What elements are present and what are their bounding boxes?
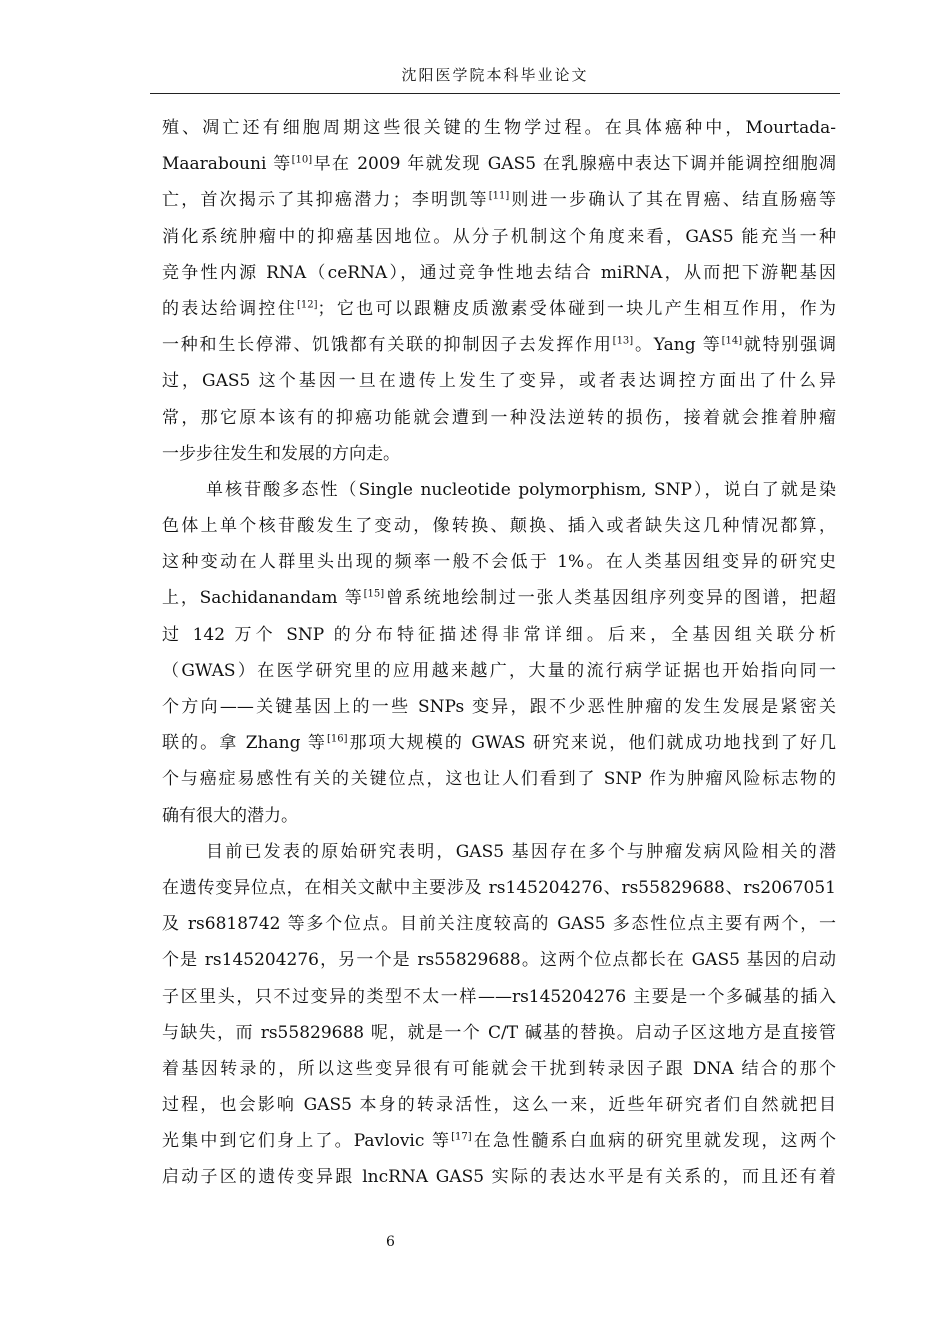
text-run: 着基因转录的，所以这些变异很有可能就会干扰到转录因子跟 DNA 结合的那个 [162,1058,836,1079]
text-line [162,146,836,182]
text-run: 确有很大的潜力。 [162,805,298,826]
text-line [162,1087,836,1123]
text-run: 则进一步确认了其在胃癌、结直肠癌等 [509,190,836,211]
text-run: 启动子区的遗传变异跟 lncRNA GAS5 实际的表达水平是有关系的，而且还有着 [162,1167,836,1188]
text-run: 就特别强调 [742,335,836,356]
text-line [162,1159,836,1195]
text-run: 子区里头，只不过变异的类型不太一样——rs145204276 主要是一个多碱基的插入 [162,986,836,1007]
running-header: 沈阳医学院本科毕业论文 [401,66,589,84]
text-run: 与缺失，而 rs55829688 呢，就是一个 C/T 碱基的替换。启动子区这地方是直接管 [162,1022,836,1043]
citation-ref: [15] [363,588,385,600]
text-line [162,219,836,255]
text-run: 早在 2009 年就发现 GAS5 在乳腺癌中表达下调并能调控细胞凋 [312,154,836,175]
text-line [162,182,836,218]
text-line [162,544,836,580]
text-run: 个与癌症易感性有关的关键位点，这也让人们看到了 SNP 作为肿瘤风险标志物的 [162,769,836,790]
text-run: 联的。拿 Zhang 等 [162,733,327,754]
text-run: 光集中到它们身上了。Pavlovic 等 [162,1131,452,1152]
citation-ref: [17] [451,1131,472,1143]
text-line [162,761,836,797]
text-run: 上，Sachidanandam 等 [162,588,364,609]
text-line [162,1015,836,1051]
text-run: 个是 rs145204276，另一个是 rs55829688。这两个位点都长在 GAS5 基因的启动 [162,950,836,971]
text-run: 的表达给调控住 [162,298,298,319]
header-rule [150,93,840,94]
citation-ref: [12] [297,299,318,311]
citation-ref: [14] [721,335,743,347]
text-run: 竞争性内源 RNA（ceRNA），通过竞争性地去结合 miRNA，从而把下游靶基因 [162,262,836,283]
text-line [162,400,836,436]
text-line [162,436,836,472]
text-line [162,834,836,870]
text-run: 。Yang 等 [633,335,722,356]
citation-ref: [11] [488,190,510,202]
page-number: 6 [386,1234,395,1250]
text-run: 过，GAS5 这个基因一旦在遗传上发生了变异，或者表达调控方面出了什么异 [162,371,836,392]
text-line [162,1123,836,1159]
text-run: 殖、凋亡还有细胞周期这些很关键的生物学过程。在具体癌种中，Mourtada- [162,118,836,138]
text-run: 一种和生长停滞、饥饿都有关联的抑制因子去发挥作用 [162,335,613,356]
citation-ref: [13] [612,335,634,347]
text-run: 那项大规模的 GWAS 研究来说，他们就成功地找到了好几 [347,733,836,754]
text-line [162,472,836,508]
text-line [162,327,836,363]
text-run: 过 142 万个 SNP 的分布特征描述得非常详细。后来，全基因组关联分析 [162,624,836,645]
text-line [162,617,836,653]
text-line [162,689,836,725]
text-line [162,291,836,327]
citation-ref: [10] [291,154,313,166]
text-run: 过程，也会影响 GAS5 本身的转录活性，这么一来，近些年研究者们自然就把目 [162,1095,836,1116]
text-run: Maarabouni 等 [162,154,292,175]
citation-ref: [16] [326,733,348,745]
text-run: 一步步往发生和发展的方向走。 [162,443,400,464]
text-line [162,798,836,834]
text-line [162,906,836,942]
text-line [162,255,836,291]
text-run: 在急性髓系白血病的研究里就发现，这两个 [471,1131,836,1152]
text-run: 曾系统地绘制过一张人类基因组序列变异的图谱，把超 [384,588,836,609]
text-line [162,942,836,978]
text-run: 常，那它原本该有的抑癌功能就会遭到一种没法逆转的损伤，接着就会推着肿瘤 [162,407,836,428]
text-line [162,653,836,689]
text-run: 色体上单个核苷酸发生了变动，像转换、颠换、插入或者缺失这几种情况都算， [162,516,836,537]
text-line [162,363,836,399]
text-run: 目前已发表的原始研究表明，GAS5 基因存在多个与肿瘤发病风险相关的潜 [206,841,836,862]
text-run: 个方向——关键基因上的一些 SNPs 变异，跟不少恶性肿瘤的发生发展是紧密关 [162,697,836,717]
text-run: 亡，首次揭示了其抑癌潜力；李明凯等 [162,190,489,211]
text-run: 消化系统肿瘤中的抑癌基因地位。从分子机制这个角度来看，GAS5 能充当一种 [162,226,836,247]
text-run: 在遗传变异位点，在相关文献中主要涉及 rs145204276、rs55829688、rs2067051 [162,877,836,898]
text-run: 及 rs6818742 等多个位点。目前关注度较高的 GAS5 多态性位点主要有两个，一 [162,914,836,935]
body-text [162,110,836,1196]
text-line [162,725,836,761]
text-line [162,508,836,544]
text-run: ；它也可以跟糖皮质激素受体碰到一块儿产生相互作用，作为 [317,298,836,319]
text-run: 这种变动在人群里头出现的频率一般不会低于 1%。在人类基因组变异的研究史 [162,552,836,573]
text-line [162,110,836,146]
text-line [162,1051,836,1087]
text-line [162,580,836,616]
text-run: 单核苷酸多态性（Single nucleotide polymorphism, SNP），说白了就是染 [206,479,836,500]
text-run: （GWAS）在医学研究里的应用越来越广，大量的流行病学证据也开始指向同一 [162,660,836,681]
text-line [162,979,836,1015]
text-line [162,870,836,906]
